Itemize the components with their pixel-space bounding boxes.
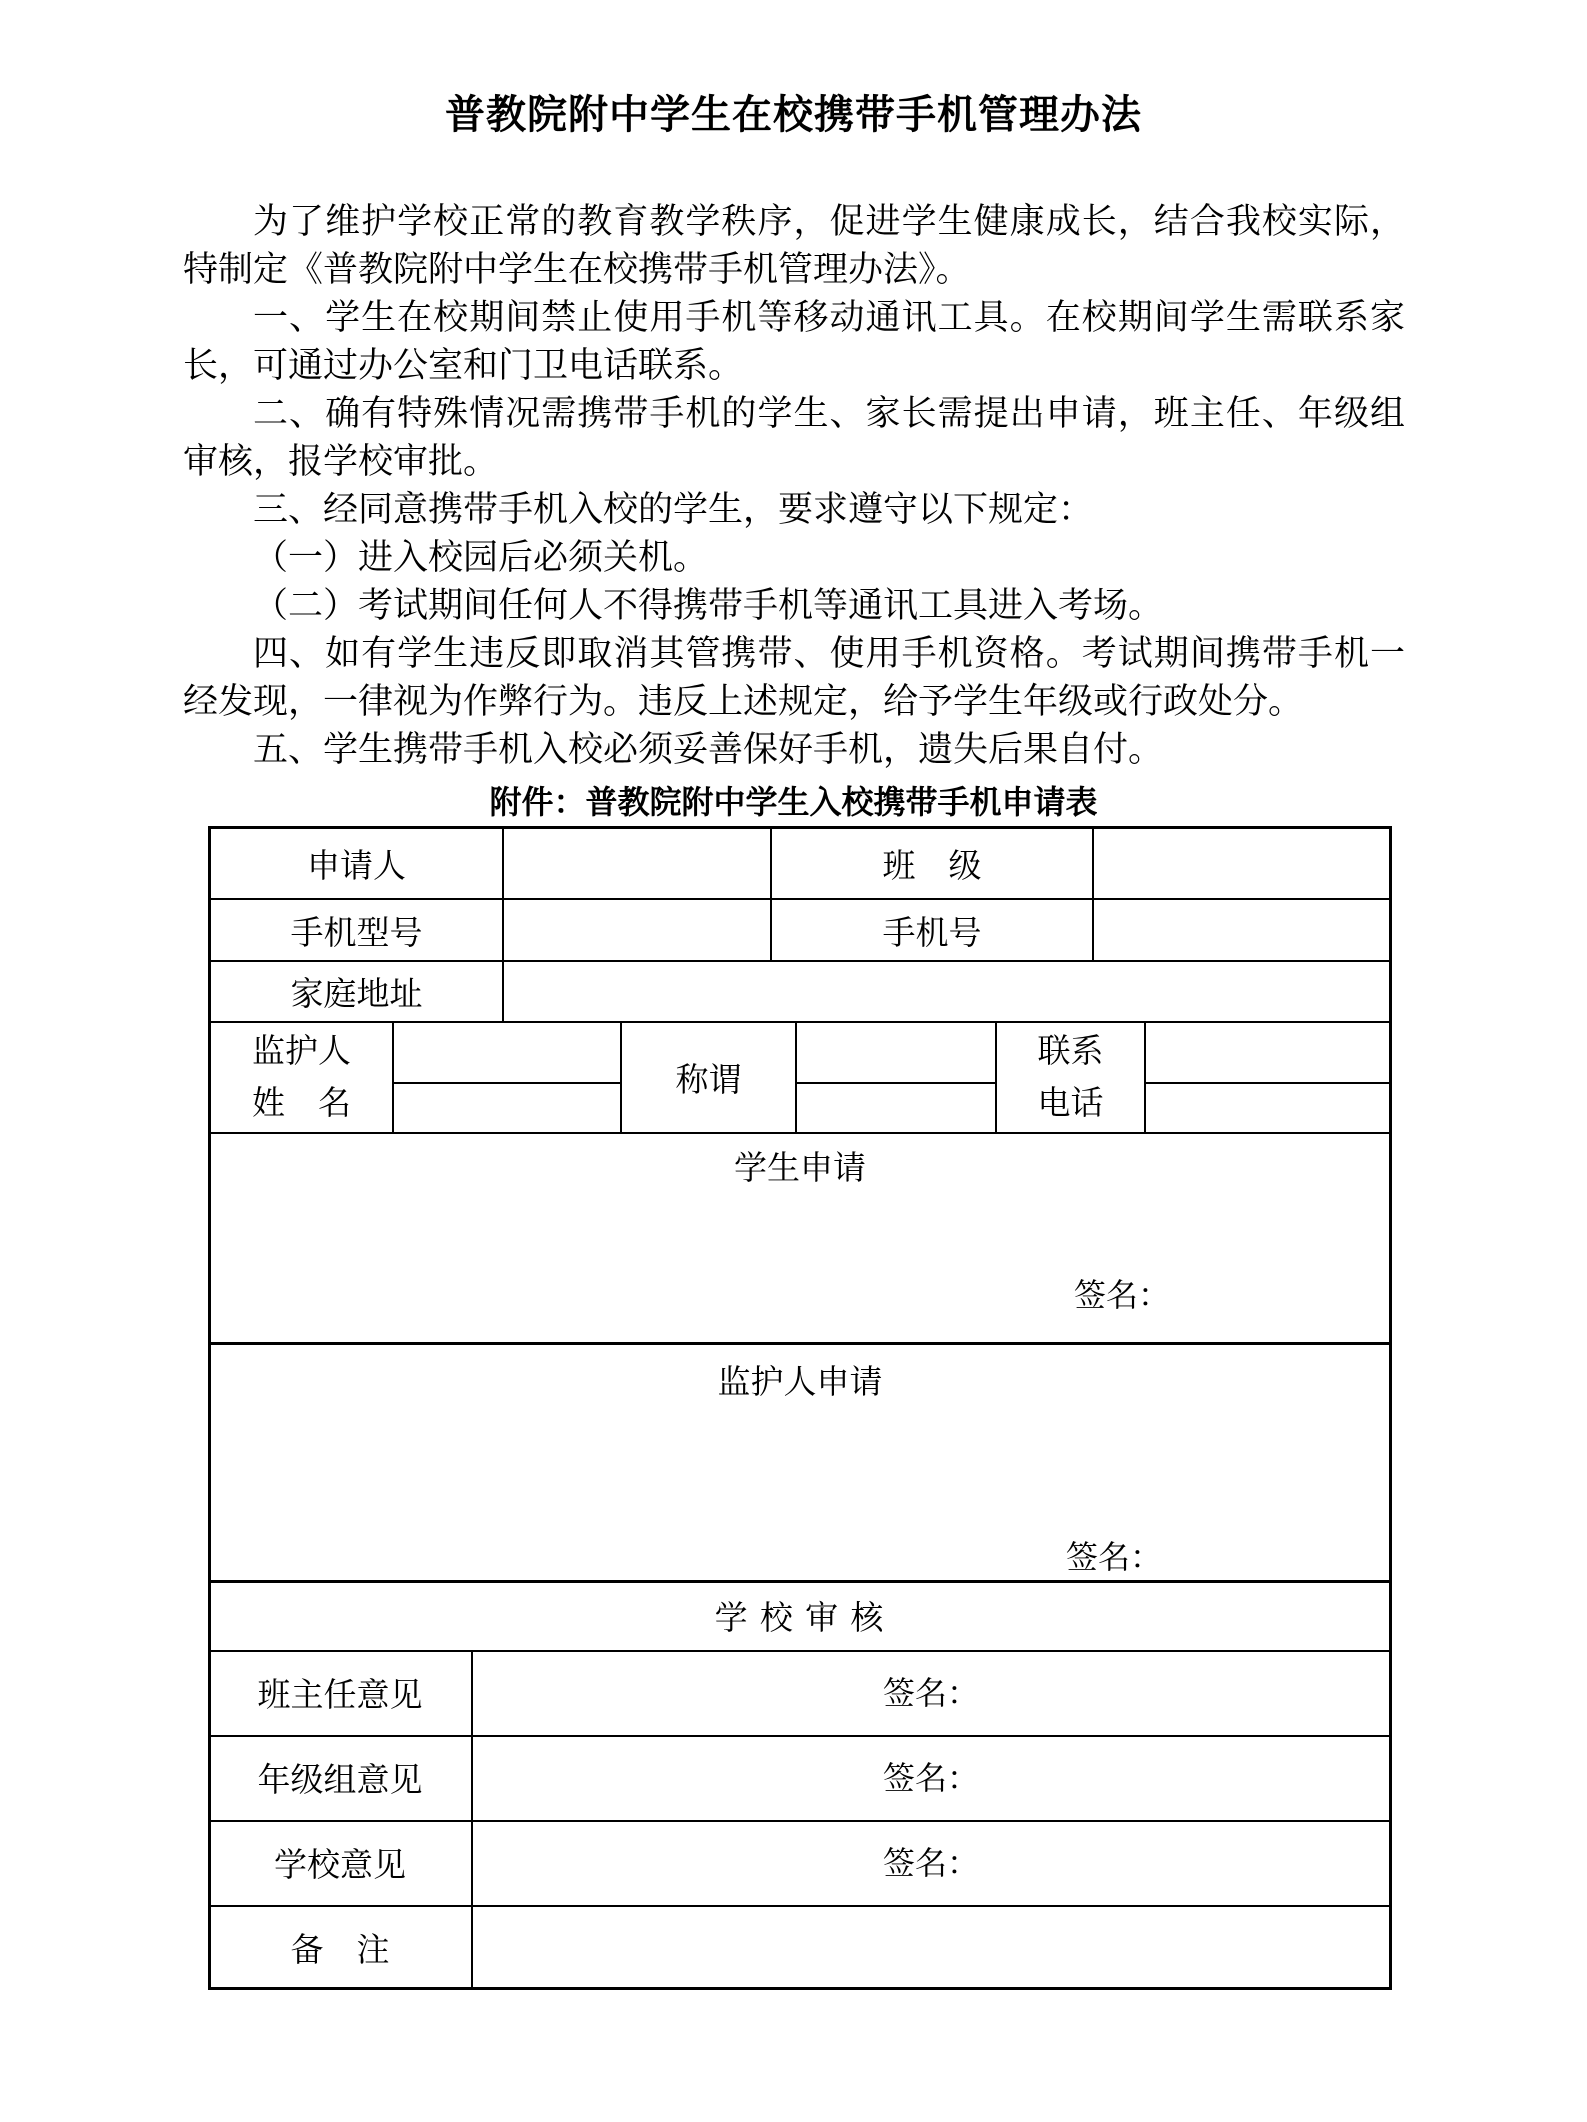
- applicant-value-cell: [504, 829, 770, 898]
- guardian-application-header: 监护人申请: [717, 1365, 883, 1401]
- contact-phone-label-line1: 联系: [1037, 1033, 1104, 1070]
- policy-paragraph-5: 五、学生携带手机入校必须妥善保好手机，遗失后果自付。: [253, 730, 1164, 769]
- appellation-value-cell-2: [797, 1084, 995, 1132]
- grid-line: [208, 1342, 1392, 1345]
- policy-paragraph-1: 一、学生在校期间禁止使用手机等移动通讯工具。在校期间学生需联系家长，可通过办公室和门卫电话联系。: [183, 298, 1405, 385]
- student-application-header: 学生申请: [734, 1151, 866, 1187]
- contact-phone-label-cell: [997, 1023, 1144, 1132]
- school-opinion-value-cell: [473, 1822, 1389, 1903]
- policy-paragraph-3-1: （一）进入校园后必须关机。: [253, 538, 709, 577]
- phone-number-value-cell: [1094, 900, 1389, 960]
- class-label-cell: 班 级: [882, 849, 982, 885]
- document-title: 普教院附中学生在校携带手机管理办法: [445, 93, 1142, 137]
- guardian-signature-label: 签名：: [1066, 1539, 1163, 1575]
- appellation-label-cell: 称谓: [675, 1063, 742, 1099]
- policy-paragraph-3: 三、经同意携带手机入校的学生，要求遵守以下规定：: [253, 490, 1094, 529]
- student-signature-label: 签名：: [1074, 1277, 1171, 1313]
- grid-line: [208, 1132, 1392, 1134]
- grid-line: [1389, 826, 1392, 1990]
- remarks-label-cell: 备 注: [290, 1932, 390, 1969]
- applicant-label-cell: 申请人: [307, 849, 406, 885]
- policy-paragraph-4: 四、如有学生违反即取消其管携带、使用手机资格。考试期间携带手机一经发现，一律视为作弊行为。违反上述规定，给予学生年级或行政处分。: [183, 634, 1405, 721]
- contact-phone-value-cell-2: [1146, 1084, 1389, 1132]
- phone-number-label-cell: 手机号: [882, 915, 982, 952]
- home-address-value-cell: [504, 962, 1389, 1021]
- contact-phone-value-cell-1: [1146, 1023, 1389, 1082]
- policy-paragraph-3-2: （二）考试期间任何人不得携带手机等通讯工具进入考场。: [253, 586, 1164, 625]
- grade-group-opinion-value-cell: [473, 1737, 1389, 1818]
- grade-group-opinion-label-cell: 年级组意见: [257, 1763, 423, 1799]
- school-opinion-signature-label: 签名：: [882, 1844, 979, 1881]
- contact-phone-label-line2: 电话: [1037, 1085, 1104, 1122]
- grade-group-signature-label: 签名：: [882, 1759, 979, 1796]
- class-value-cell: [1094, 829, 1389, 898]
- phone-model-label-cell: 手机型号: [290, 915, 423, 952]
- remarks-value-cell: [473, 1907, 1389, 1987]
- attachment-heading: 附件：普教院附中学生入校携带手机申请表: [489, 784, 1098, 820]
- homeroom-teacher-signature-label: 签名：: [882, 1674, 979, 1711]
- application-form-table: [208, 826, 1392, 1990]
- grid-line: [208, 1987, 1392, 1990]
- homeroom-teacher-opinion-value-cell: [473, 1652, 1389, 1733]
- guardian-name-label-cell: [211, 1023, 392, 1132]
- phone-model-value-cell: [504, 900, 770, 960]
- appellation-value-cell-1: [797, 1023, 995, 1082]
- school-opinion-label-cell: 学校意见: [274, 1848, 406, 1884]
- guardian-name-label-line2: 姓 名: [252, 1085, 351, 1122]
- policy-body: [183, 198, 1405, 774]
- guardian-name-value-cell-2: [394, 1084, 620, 1132]
- home-address-label-cell: 家庭地址: [290, 977, 423, 1013]
- guardian-name-label-line1: 监护人: [252, 1033, 351, 1070]
- school-review-header-cell: 学 校 审 核: [714, 1600, 886, 1637]
- policy-paragraph-intro: 为了维护学校正常的教育教学秩序，促进学生健康成长，结合我校实际，特制定《普教院附中学生在校携带手机管理办法》。: [183, 202, 1405, 289]
- guardian-name-value-cell-1: [394, 1023, 620, 1082]
- homeroom-teacher-opinion-label-cell: 班主任意见: [257, 1678, 423, 1714]
- policy-paragraph-2: 二、确有特殊情况需携带手机的学生、家长需提出申请，班主任、年级组审核，报学校审批。: [183, 394, 1405, 481]
